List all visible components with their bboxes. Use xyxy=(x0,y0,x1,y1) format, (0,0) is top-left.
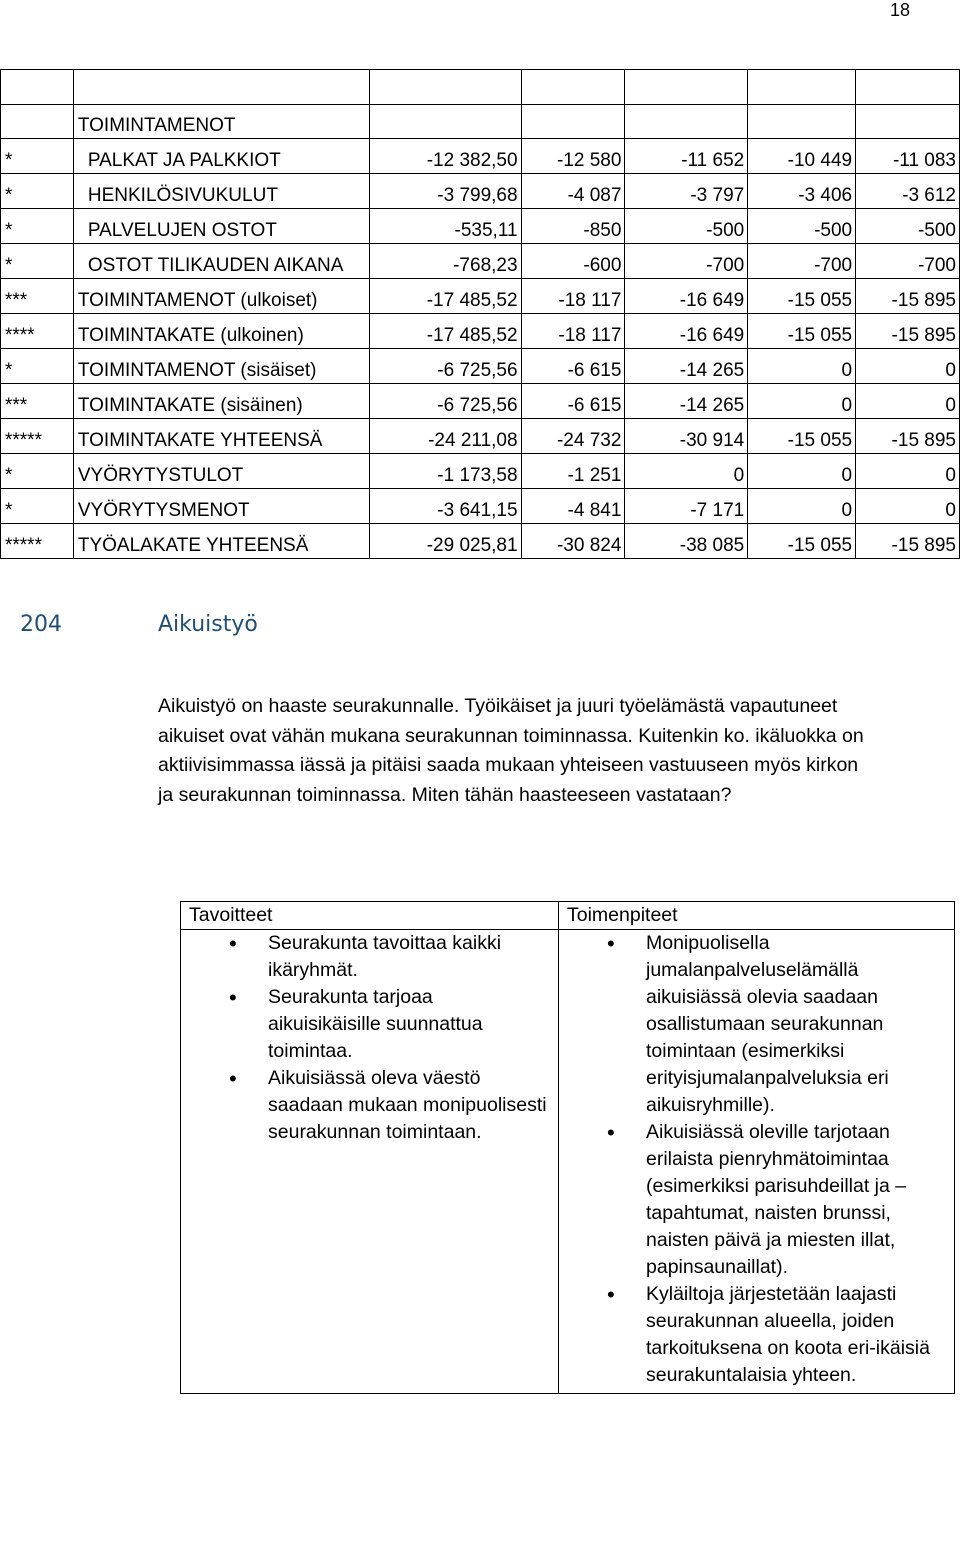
budget-row-marker: * xyxy=(1,139,74,174)
section-title: Aikuistyö xyxy=(158,612,258,637)
budget-value-cell: 0 xyxy=(625,454,748,489)
budget-value-cell: -6 615 xyxy=(521,384,625,419)
budget-row-marker: **** xyxy=(1,314,74,349)
budget-row xyxy=(1,454,960,489)
budget-row xyxy=(1,139,960,174)
budget-value-cell: -3 612 xyxy=(856,174,960,209)
budget-row-label: TOIMINTAKATE (sisäinen) xyxy=(73,384,369,419)
budget-value-cell: -3 799,68 xyxy=(369,174,521,209)
budget-value-cell: -15 055 xyxy=(748,419,856,454)
budget-row-label: VYÖRYTYSMENOT xyxy=(73,489,369,524)
budget-value-cell: -3 641,15 xyxy=(369,489,521,524)
budget-value-cell: -15 055 xyxy=(748,314,856,349)
budget-value-cell: -12 382,50 xyxy=(369,139,521,174)
budget-row xyxy=(1,174,960,209)
budget-value-cell: -500 xyxy=(856,209,960,244)
budget-value-cell: -18 117 xyxy=(521,279,625,314)
budget-value-cell: -1 173,58 xyxy=(369,454,521,489)
budget-value-cell: -768,23 xyxy=(369,244,521,279)
budget-value-cell: -7 171 xyxy=(625,489,748,524)
budget-row-marker: *** xyxy=(1,279,74,314)
budget-value-cell: -11 652 xyxy=(625,139,748,174)
budget-row xyxy=(1,524,960,559)
actions-header: Toimenpiteet xyxy=(559,902,955,930)
budget-value-cell: -500 xyxy=(625,209,748,244)
budget-row-marker: * xyxy=(1,209,74,244)
budget-value-cell: 0 xyxy=(856,489,960,524)
budget-row xyxy=(1,489,960,524)
budget-table xyxy=(0,69,960,559)
budget-row-marker: *** xyxy=(1,384,74,419)
budget-value-cell: -11 083 xyxy=(856,139,960,174)
goal-item: • Seurakunta tarjoaa aikuisikäisille suunnattua toimintaa. xyxy=(189,984,550,1065)
goal-item: • Aikuisiässä oleva väestö saadaan mukaan monipuolisesti seurakunnan toimintaan. xyxy=(189,1065,550,1146)
budget-row xyxy=(1,314,960,349)
budget-value-cell: -30 914 xyxy=(625,419,748,454)
section-heading xyxy=(20,612,258,637)
budget-value-cell: -4 841 xyxy=(521,489,625,524)
budget-row-label: PALVELUJEN OSTOT xyxy=(73,209,369,244)
budget-row xyxy=(1,384,960,419)
budget-row-marker: * xyxy=(1,349,74,384)
budget-value-cell: -29 025,81 xyxy=(369,524,521,559)
budget-value-cell: 0 xyxy=(856,384,960,419)
budget-value-cell: -15 895 xyxy=(856,279,960,314)
budget-value-cell: -15 055 xyxy=(748,524,856,559)
budget-value-cell: -4 087 xyxy=(521,174,625,209)
budget-value-cell: -14 265 xyxy=(625,349,748,384)
budget-value-cell: -15 055 xyxy=(748,279,856,314)
budget-value-cell: -6 725,56 xyxy=(369,349,521,384)
budget-row-marker: ***** xyxy=(1,524,74,559)
budget-value-cell: -17 485,52 xyxy=(369,279,521,314)
budget-value-cell: -6 725,56 xyxy=(369,384,521,419)
budget-row-label: OSTOT TILIKAUDEN AIKANA xyxy=(73,244,369,279)
budget-row xyxy=(1,209,960,244)
plan-table xyxy=(180,901,955,1394)
budget-value-cell: -12 580 xyxy=(521,139,625,174)
budget-row-marker: * xyxy=(1,489,74,524)
budget-row-marker: * xyxy=(1,174,74,209)
budget-row-label: PALKAT JA PALKKIOT xyxy=(73,139,369,174)
budget-row xyxy=(1,279,960,314)
budget-value-cell: -24 211,08 xyxy=(369,419,521,454)
budget-value-cell: -38 085 xyxy=(625,524,748,559)
goal-item: • Seurakunta tavoittaa kaikki ikäryhmät. xyxy=(189,930,550,984)
budget-value-cell: -30 824 xyxy=(521,524,625,559)
budget-value-cell: -6 615 xyxy=(521,349,625,384)
budget-row xyxy=(1,349,960,384)
action-item: • Kyläiltoja järjestetään laajasti seurakunnan alueella, joiden tarkoituksena on koota eri-ikäisiä seurakuntalaisia yhteen. xyxy=(567,1281,946,1389)
actions-list xyxy=(567,930,946,1393)
budget-row-label: HENKILÖSIVUKULUT xyxy=(73,174,369,209)
budget-row-marker: ***** xyxy=(1,419,74,454)
budget-value-cell: 0 xyxy=(856,454,960,489)
budget-value-cell: -14 265 xyxy=(625,384,748,419)
budget-value-cell: -15 895 xyxy=(856,314,960,349)
page-number: 18 xyxy=(889,0,910,20)
action-item: • Aikuisiässä oleville tarjotaan erilaista pienryhmätoimintaa (esimerkiksi parisuhdeillat ja – tapahtumat, naisten brunssi, naisten päivä ja miesten illat, papinsaunaillat). xyxy=(567,1119,946,1281)
budget-value-cell: -1 251 xyxy=(521,454,625,489)
budget-row-marker: * xyxy=(1,244,74,279)
budget-row-label: TYÖALAKATE YHTEENSÄ xyxy=(73,524,369,559)
budget-value-cell: -18 117 xyxy=(521,314,625,349)
budget-value-cell: -700 xyxy=(748,244,856,279)
budget-value-cell: -24 732 xyxy=(521,419,625,454)
budget-value-cell: 0 xyxy=(748,384,856,419)
budget-value-cell: -700 xyxy=(625,244,748,279)
budget-value-cell: -3 797 xyxy=(625,174,748,209)
budget-value-cell: -600 xyxy=(521,244,625,279)
budget-value-cell: -15 895 xyxy=(856,524,960,559)
budget-row-label: TOIMINTAKATE (ulkoinen) xyxy=(73,314,369,349)
goals-list xyxy=(189,930,550,1150)
budget-row xyxy=(1,419,960,454)
budget-value-cell: -700 xyxy=(856,244,960,279)
budget-value-cell: -3 406 xyxy=(748,174,856,209)
section-code: 204 xyxy=(20,612,62,637)
budget-value-cell: -17 485,52 xyxy=(369,314,521,349)
budget-row-label: TOIMINTAKATE YHTEENSÄ xyxy=(73,419,369,454)
budget-value-cell: -16 649 xyxy=(625,314,748,349)
budget-section-row xyxy=(1,105,960,139)
budget-value-cell: -850 xyxy=(521,209,625,244)
budget-value-cell: 0 xyxy=(748,349,856,384)
budget-row-label: TOIMINTAMENOT (ulkoiset) xyxy=(73,279,369,314)
budget-value-cell: -15 895 xyxy=(856,419,960,454)
budget-value-cell: 0 xyxy=(748,489,856,524)
budget-value-cell: 0 xyxy=(748,454,856,489)
budget-section-title: TOIMINTAMENOT xyxy=(73,105,369,139)
budget-value-cell: -500 xyxy=(748,209,856,244)
budget-row-label: TOIMINTAMENOT (sisäiset) xyxy=(73,349,369,384)
action-item: • Monipuolisella jumalanpalveluselämällä aikuisiässä olevia saadaan osallistumaan seurakunnan toimintaan (esimerkiksi erityisjumalanpalveluksia eri aikuisryhmille). xyxy=(567,930,946,1119)
budget-row xyxy=(1,244,960,279)
actions-cell xyxy=(559,930,955,1394)
budget-value-cell: -16 649 xyxy=(625,279,748,314)
budget-row-marker: * xyxy=(1,454,74,489)
budget-row-label: VYÖRYTYSTULOT xyxy=(73,454,369,489)
budget-value-cell: -10 449 xyxy=(748,139,856,174)
budget-header-row xyxy=(1,70,960,105)
goals-header: Tavoitteet xyxy=(181,902,559,930)
budget-value-cell: -535,11 xyxy=(369,209,521,244)
intro-paragraph: Aikuistyö on haaste seurakunnalle. Työikäiset ja juuri työelämästä vapautuneet aikuiset ovat vähän mukana seurakunnan toiminnassa. Kuitenkin ko. ikäluokka on aktiivisimmassa iässä ja pitäisi saada mukaan yhteiseen vastuuseen myös kirkon ja seurakunnan toiminnassa. Miten tähän haasteeseen vastataan? xyxy=(158,695,864,806)
budget-value-cell: 0 xyxy=(856,349,960,384)
goals-cell xyxy=(181,930,559,1394)
